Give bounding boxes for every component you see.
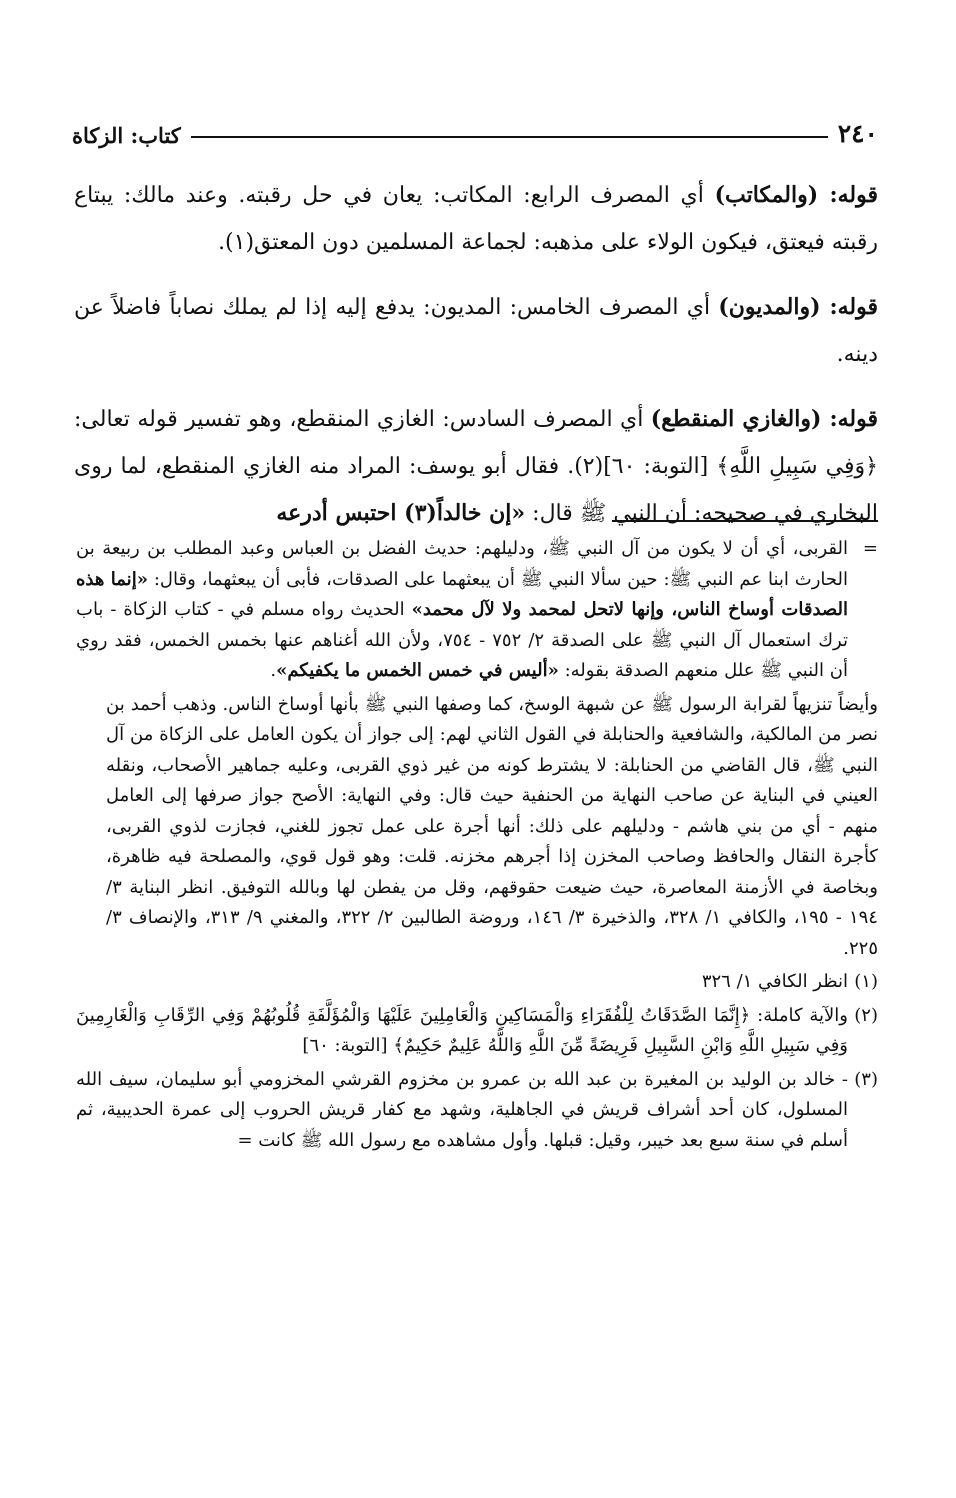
footnote-1 [76,967,878,998]
footnotes [76,534,878,1159]
continuation-marker: = [862,538,878,559]
paragraph-lead: قوله: (والمكاتب) [714,182,878,208]
header-rule [191,136,828,138]
footnote-separator [612,520,878,522]
footnote-2 [76,1001,878,1062]
paragraph-text: أي المصرف السادس: الغازي المنقطع، وهو تفسير قوله تعالى: ﴿وَفِي سَبِيلِ اللَّهِ﴾ [التوبة: ٦٠](٢). فقال أبو يوسف: المراد منه الغازي المنقطع، لما روى البخاري في صحيحه: أن النبي ﷺ قال: [74,407,878,526]
footnote-text: - خالد بن الوليد بن المغيرة بن عبد الله بن عمرو بن مخزوم القرشي المخزومي أبو سليمان، سيف الله المسلول، كان أحد أشراف قريش في الجاهلية، وشهد مع كفار قريش الحروب إلى عمرة الحديبية، ثم أسلم في سنة سبع بعد خيبر، وقيل: قبلها. وأول مشاهده مع رسول الله ﷺ كانت = [76,1068,848,1151]
footnote-text: انظر الكافي ١/ ٣٢٦ [701,971,848,992]
paragraph-text: أي المصرف الخامس: المديون: يدفع إليه إذا لم يملك نصاباً فاضلاً عن دينه. [74,295,878,367]
hadith-quote: «أليس في خمس الخمس ما يكفيكم» [276,660,559,681]
footnote-continuation-paragraph: وأيضاً تنزيهاً لقرابة الرسول ﷺ عن شبهة الوسخ، كما وصفها النبي ﷺ بأنها أوساخ الناس. وذهب أحمد بن نصر من المالكية، والشافعية والحنابلة في القول الثاني لهم: إلى جواز أن يكون العامل على الزكاة من آل النبي ﷺ، قال القاضي من الحنابلة: لا يشترط كونه من غير ذوي القربى، وعليه جماهير الأصحاب، ونقله العيني في البناية عن صاحب النهاية من الحنفية حيث قال: وفي النهاية: الأصح جواز صرفها إلى العامل منهم - أي من بني هاشم - ودليلهم على ذلك: أنها أجرة على عمل تجوز للغني، فجازت لذوي القربى، كأجرة النقال والحافظ وصاحب المخزن إذا أجرهم مخزنه. قلت: وهو قول قوي، والمصلحة فيه ظاهرة، وبخاصة في الأزمنة المعاصرة، حيث ضيعت حقوقهم، وقل من يفطن لها وبالله التوفيق. انظر البناية ٣/ ١٩٤ - ١٩٥، والكافي ١/ ٣٢٨، والذخيرة ٣/ ١٤٦، وروضة الطالبين ٢/ ٣٢٢، والمغني ٩/ ٣١٣، والإنصاف ٣/ ٢٢٥. [106,693,878,959]
hadith-quote: «إن خالداً(٣) احتبس أدرعه [276,500,526,526]
footnote-text: والآية كاملة: ﴿إِنَّمَا الصَّدَقَاتُ لِلْفُقَرَاءِ وَالْمَسَاكِينِ وَالْعَامِلِينَ عَلَيْهَا وَالْمُؤَلَّفَةِ قُلُوبُهُمْ وَفِي الرِّقَابِ وَالْغَارِمِينَ وَفِي سَبِيلِ اللَّهِ وَابْنِ السَّبِيلِ فَرِيضَةً مِّنَ اللَّهِ وَاللَّهُ عَلِيمٌ حَكِيمٌ﴾ [التوبة: ٦٠] [76,1004,848,1056]
footnote-marker: (٣) [854,1068,878,1090]
hadith-quote: «إنما هذه الصدقات أوساخ الناس، وإنها لاتحل لمحمد ولا لآل محمد» [76,568,848,620]
paragraph-lead: قوله: (والمديون) [718,294,878,320]
paragraph-text: أي المصرف الرابع: المكاتب: يعان في حل رقبته. وعند مالك: يبتاع رقبته فيعتق، فيكون الولاء على مذهبه: لجماعة المسلمين دون المعتق(١). [74,183,878,255]
paragraph-ghazi [74,396,878,537]
main-text [74,172,878,555]
paragraph-madyun [74,284,878,378]
page-header [72,108,878,148]
footnote-text-part: الحديث رواه مسلم في - كتاب الزكاة - باب ترك استعمال آل النبي ﷺ على الصدقة ٢/ ٧٥٢ - ٧٥٤، ولأن الله أغناهم عنها بخمس الخمس، فقد روي أن النبي ﷺ علل منعهم الصدقة بقوله: [76,599,848,681]
paragraph-mukatab [74,172,878,266]
footnote-continuation [76,534,878,687]
running-title: كتاب: الزكاة [72,123,181,148]
footnote-3 [76,1065,878,1157]
footnote-text-part: القربى، أي أن لا يكون من آل النبي ﷺ، ودليلهم: حديث الفضل بن العباس وعبد المطلب بن ربيعة بن الحارث ابنا عم النبي ﷺ: حين سألا النبي ﷺ أن يبعثهما على الصدقات، فأبى أن يبعثهما، وقال: [76,538,848,590]
footnote-marker: (١) [854,971,878,992]
footnote-text-part: . [270,660,277,681]
paragraph-lead: قوله: (والغازي المنقطع) [650,406,879,432]
page-number: ٢٤٠ [837,119,878,148]
footnote-text [76,534,848,687]
footnote-marker: (٢) [854,1004,878,1026]
